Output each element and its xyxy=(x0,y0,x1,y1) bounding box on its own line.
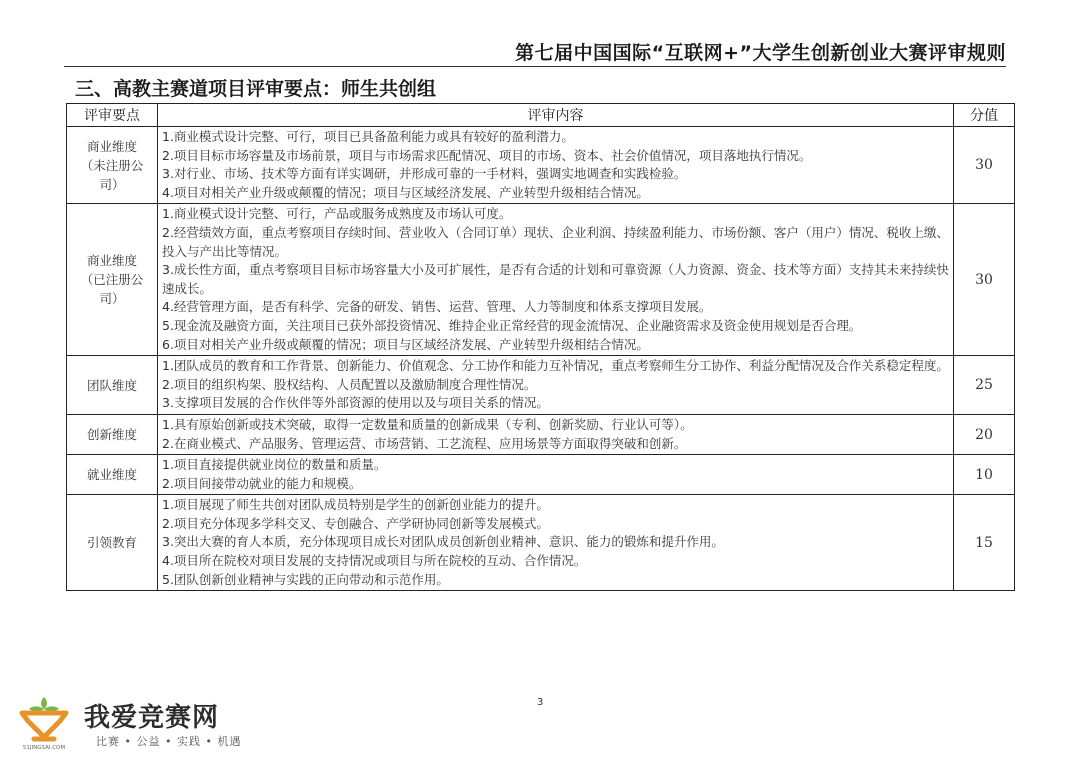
table-row xyxy=(67,204,1015,356)
criterion-item: 2.项目的组织构架、股权结构、人员配置以及激励制度合理性情况。 xyxy=(162,376,537,392)
site-logo xyxy=(14,693,254,753)
score-cell: 10 xyxy=(954,455,1015,495)
header-dimension: 评审要点 xyxy=(67,104,158,127)
logo-tagline: 比赛 • 公益 • 实践 • 机遇 xyxy=(96,735,242,748)
criterion-item: 2.在商业模式、产品服务、管理运营、市场营销、工艺流程、应用场景等方面取得突破和创新。 xyxy=(162,435,687,451)
criterion-item: 2.项目充分体现多学科交叉、专创融合、产学研协同创新等发展模式。 xyxy=(162,515,549,531)
page-number: 3 xyxy=(537,697,544,708)
dimension-cell: 商业维度（已注册公司） xyxy=(67,204,158,356)
table-row xyxy=(67,127,1015,204)
criterion-item: 3.成长性方面，重点考察项目目标市场容量大小及可扩展性，是否有合适的计划和可靠资源（人力资源、资金、技术等方面）支持其未来持续快速成长。 xyxy=(162,262,949,296)
content-cell xyxy=(158,204,954,356)
section-heading: 三、高教主赛道项目评审要点：师生共创组 xyxy=(75,78,437,100)
criterion-item: 6.项目对相关产业升级或颠覆的情况；项目与区域经济发展、产业转型升级相结合情况。 xyxy=(162,336,649,352)
criterion-item: 1.商业模式设计完整、可行，项目已具备盈利能力或具有较好的盈利潜力。 xyxy=(162,129,574,144)
score-cell: 20 xyxy=(954,414,1015,454)
content-cell xyxy=(158,495,954,591)
criterion-item: 3.对行业、市场、技术等方面有详实调研，并形成可靠的一手材料，强调实地调查和实践检验。 xyxy=(162,166,687,182)
dimension-cell: 创新维度 xyxy=(67,414,158,454)
criterion-item: 2.经营绩效方面，重点考察项目存续时间、营业收入（合同订单）现状、企业利润、持续盈利能力、市场份额、客户（用户）情况、税收上缴、投入与产出比等情况。 xyxy=(162,224,949,259)
content-cell xyxy=(158,356,954,415)
criterion-item: 3.突出大赛的育人本质，充分体现项目成长对团队成员创新创业精神、意识、能力的锻炼和提升作用。 xyxy=(162,534,724,550)
criterion-item: 1.团队成员的教育和工作背景、创新能力、价值观念、分工协作和能力互补情况，重点考察师生分工协作、利益分配情况及合作关系稳定程度。 xyxy=(162,358,949,374)
score-cell: 15 xyxy=(954,495,1015,591)
header-content: 评审内容 xyxy=(158,104,954,127)
review-criteria-table xyxy=(66,103,1015,591)
content-cell xyxy=(158,127,954,204)
dimension-cell: 商业维度（未注册公司） xyxy=(67,127,158,204)
criterion-item: 1.商业模式设计完整、可行，产品或服务成熟度及市场认可度。 xyxy=(162,206,512,222)
header-score: 分值 xyxy=(954,104,1015,127)
content-cell xyxy=(158,414,954,454)
criterion-item: 4.项目对相关产业升级或颠覆的情况；项目与区域经济发展、产业转型升级相结合情况。 xyxy=(162,184,649,200)
trophy-logo-icon xyxy=(14,693,78,751)
dimension-cell: 引领教育 xyxy=(67,495,158,591)
logo-name: 我爱竞赛网 xyxy=(84,703,220,733)
criterion-item: 1.具有原始创新或技术突破，取得一定数量和质量的创新成果（专利、创新奖励、行业认可等）。 xyxy=(162,416,693,432)
document-title: 第七届中国国际“互联网+”大学生创新创业大赛评审规则 xyxy=(515,42,1006,64)
score-cell: 25 xyxy=(954,356,1015,415)
criterion-item: 3.支撑项目发展的合作伙伴等外部资源的使用以及与项目关系的情况。 xyxy=(162,395,549,411)
criterion-item: 1.项目展现了师生共创对团队成员特别是学生的创新创业能力的提升。 xyxy=(162,497,549,513)
criterion-item: 1.项目直接提供就业岗位的数量和质量。 xyxy=(162,457,387,473)
table-row xyxy=(67,414,1015,454)
criterion-item: 4.项目所在院校对项目发展的支持情况或项目与所在院校的互动、合作情况。 xyxy=(162,553,587,569)
table-row xyxy=(67,455,1015,495)
criterion-item: 5.团队创新创业精神与实践的正向带动和示范作用。 xyxy=(162,571,449,587)
criterion-item: 2.项目间接带动就业的能力和规模。 xyxy=(162,475,362,491)
content-cell xyxy=(158,455,954,495)
score-cell: 30 xyxy=(954,127,1015,204)
table-row xyxy=(67,495,1015,591)
svg-text:51JINGSAI.COM: 51JINGSAI.COM xyxy=(22,745,66,751)
score-cell: 30 xyxy=(954,204,1015,356)
dimension-cell: 就业维度 xyxy=(67,455,158,495)
table-row xyxy=(67,356,1015,415)
criterion-item: 2.项目目标市场容量及市场前景，项目与市场需求匹配情况、项目的市场、资本、社会价值情况，项目落地执行情况。 xyxy=(162,147,812,163)
criterion-item: 5.现金流及融资方面，关注项目已获外部投资情况、维持企业正常经营的现金流情况、企业融资需求及资金使用规划是否合理。 xyxy=(162,317,862,333)
criterion-item: 4.经营管理方面，是否有科学、完备的研发、销售、运营、管理、人力等制度和体系支撑项目发展。 xyxy=(162,299,712,315)
dimension-cell: 团队维度 xyxy=(67,356,158,415)
table-header-row xyxy=(67,104,1015,127)
document-header xyxy=(64,34,1006,67)
